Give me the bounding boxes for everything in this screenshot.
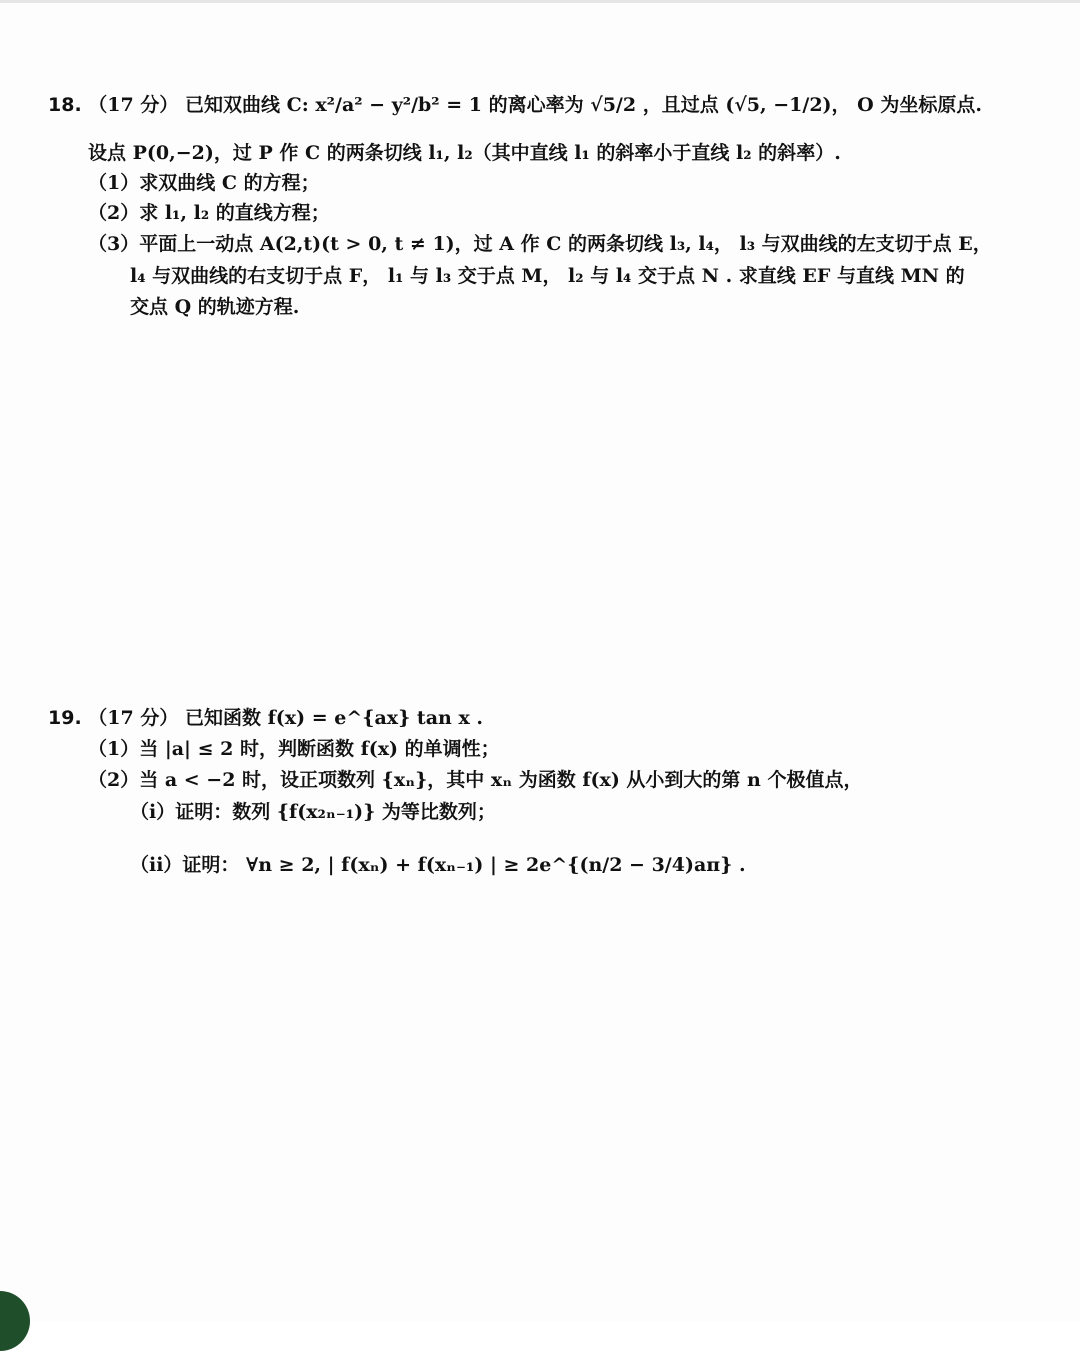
problem-19-part-1: （1）当 |a| ≤ 2 时，判断函数 f(x) 的单调性； <box>88 738 500 760</box>
problem-text: 已知函数 f(x) = e^{ax} tan x . <box>184 707 484 729</box>
problem-18-part-2: （2）求 l₁, l₂ 的直线方程； <box>88 202 330 224</box>
problem-score: （17 分） <box>88 707 179 729</box>
problem-number: 19. <box>48 707 82 729</box>
problem-18-part-3-end: 交点 Q 的轨迹方程. <box>130 296 300 318</box>
problem-score: （17 分） <box>88 94 179 116</box>
problem-18-line-1 <box>48 92 982 118</box>
page-top-edge <box>0 0 1080 3</box>
problem-18-part-1: （1）求双曲线 C 的方程； <box>88 172 320 194</box>
problem-18-part-3: （3）平面上一动点 A(2,t)(t > 0, t ≠ 1)，过 A 作 C 的两条切线 l₃, l₄， l₃ 与双曲线的左支切于点 E， <box>88 233 992 255</box>
problem-text: 已知双曲线 C: x²/a² − y²/b² = 1 的离心率为 √5/2 ，且过点 (√5, −1/2)， O 为坐标原点. <box>184 94 982 116</box>
problem-number: 18. <box>48 94 82 116</box>
problem-19-part-2: （2）当 a < −2 时，设正项数列 {xₙ}，其中 xₙ 为函数 f(x) 从小到大的第 n 个极值点， <box>88 769 863 791</box>
problem-19-line-1 <box>48 705 483 731</box>
problem-19-part-2-ii: （ii）证明： ∀n ≥ 2, | f(xₙ) + f(xₙ₋₁) | ≥ 2e^{(n/2 − 3/4)aπ} . <box>130 854 746 876</box>
page-corner-shadow <box>0 1291 30 1351</box>
problem-18-part-3-cont: l₄ 与双曲线的右支切于点 F， l₁ 与 l₃ 交于点 M， l₂ 与 l₄ 交于点 N . 求直线 EF 与直线 MN 的 <box>130 265 965 287</box>
problem-18-line-2: 设点 P(0,−2)，过 P 作 C 的两条切线 l₁, l₂（其中直线 l₁ 的斜率小于直线 l₂ 的斜率）. <box>88 142 841 164</box>
problem-19-part-2-i: （i）证明：数列 {f(x₂ₙ₋₁)} 为等比数列； <box>130 801 496 823</box>
